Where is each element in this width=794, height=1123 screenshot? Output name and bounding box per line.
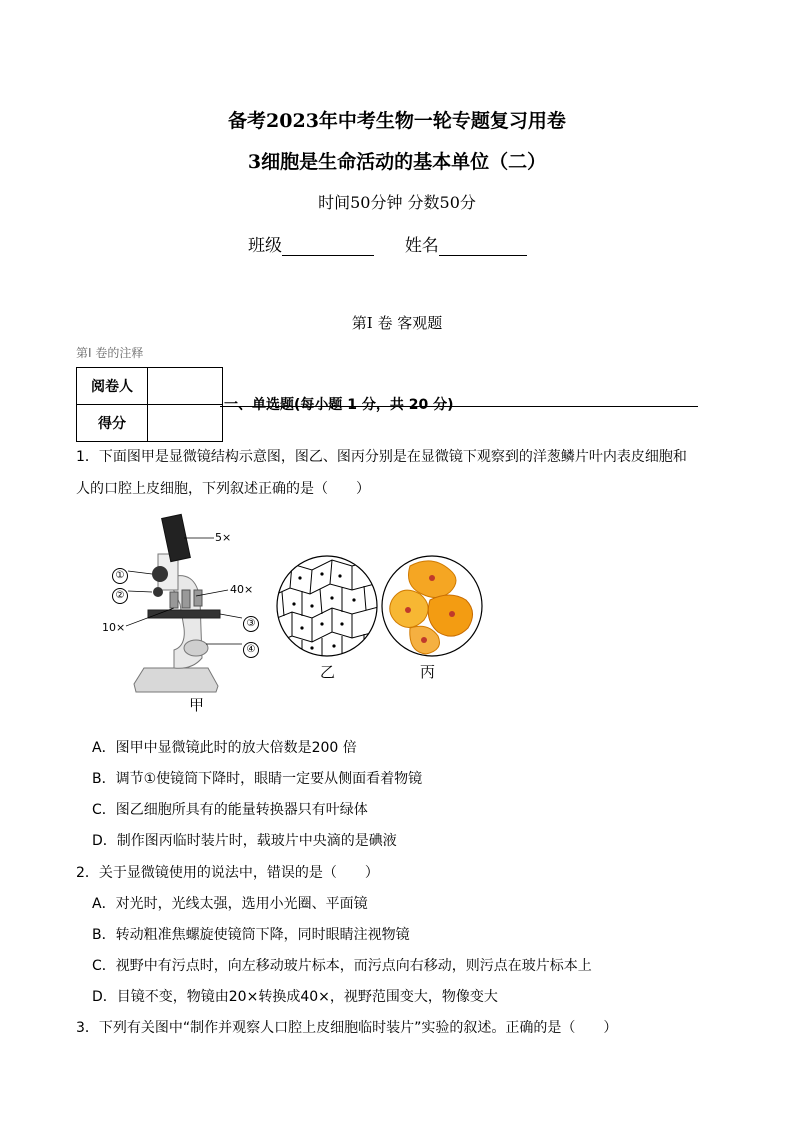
name-label: 姓名 [404,236,439,256]
figure-bing-label: 丙 [420,663,436,681]
marker-3 [243,611,259,632]
q1-option-d[interactable]: D．制作图丙临时装片时，载玻片中央滴的是碘液 [92,833,397,849]
class-label: 班级 [248,236,282,256]
q3-stem: 3．下列有关图中“制作并观察人口腔上皮细胞临时装片”实验的叙述。正确的是（ ） [76,1020,618,1036]
grader-table [76,367,223,442]
q2-option-c[interactable]: C．视野中有污点时，向左移动玻片标本，而污点向右移动，则污点在玻片标本上 [92,958,592,974]
q1-option-b[interactable]: B．调节①使镜筒下降时，眼睛一定要从侧面看着物镜 [92,771,423,787]
q2-option-d[interactable]: D．目镜不变，物镜由20×转换成40×，视野范围变大，物像变大 [92,989,498,1005]
q2-option-b[interactable]: B．转动粗准焦螺旋使镜筒下降，同时眼睛注视物镜 [92,927,410,943]
eyepiece-label: 5× [215,531,232,544]
exam-title: 备考2023年中考生物一轮专题复习用卷 [228,110,566,132]
marker-4 [243,637,259,658]
volume-note: 第Ⅰ 卷的注释 [76,346,144,360]
objective-low-label: 10× [102,621,126,634]
q1-option-a[interactable]: A．图甲中显微镜此时的放大倍数是200 倍 [92,740,357,756]
marker-3-label: ③ [243,616,259,632]
onion-cells-figure [272,554,382,658]
exam-info: 时间50分钟 分数50分 [318,193,476,212]
score-label: 得分 [77,405,148,442]
marker-1 [112,563,128,584]
volume-title: 第Ⅰ 卷 客观题 [351,314,443,332]
q2-option-a[interactable]: A．对光时，光线太强，选用小光圈、平面镜 [92,896,368,912]
score-value[interactable] [148,405,223,442]
q2-stem: 2．关于显微镜使用的说法中，错误的是（ ） [76,865,379,881]
marker-2-label: ② [112,588,128,604]
grader-label: 阅卷人 [77,368,148,405]
cheek-cells-figure [380,554,484,658]
name-blank[interactable] [439,237,527,256]
section-title: 一、单选题(每小题 1 分，共 20 分) [224,397,454,413]
grader-value[interactable] [148,368,223,405]
figure-yi-label: 乙 [320,663,336,681]
q1-stem-line2: 人的口腔上皮细胞，下列叙述正确的是（ ） [76,481,370,497]
class-blank[interactable] [282,237,374,256]
exam-subtitle: 3细胞是生命活动的基本单位（二） [247,151,547,173]
objective-high-label: 40× [230,583,254,596]
marker-4-label: ④ [243,642,259,658]
figure-jia-label: 甲 [189,696,205,714]
marker-2 [112,583,128,604]
marker-1-label: ① [112,568,128,584]
q1-option-c[interactable]: C．图乙细胞所具有的能量转换器只有叶绿体 [92,802,368,818]
class-name-line [248,231,527,256]
q1-stem-line1: 1．下面图甲是显微镜结构示意图，图乙、图丙分别是在显微镜下观察到的洋葱鳞片叶内表皮细胞和 [76,449,687,465]
